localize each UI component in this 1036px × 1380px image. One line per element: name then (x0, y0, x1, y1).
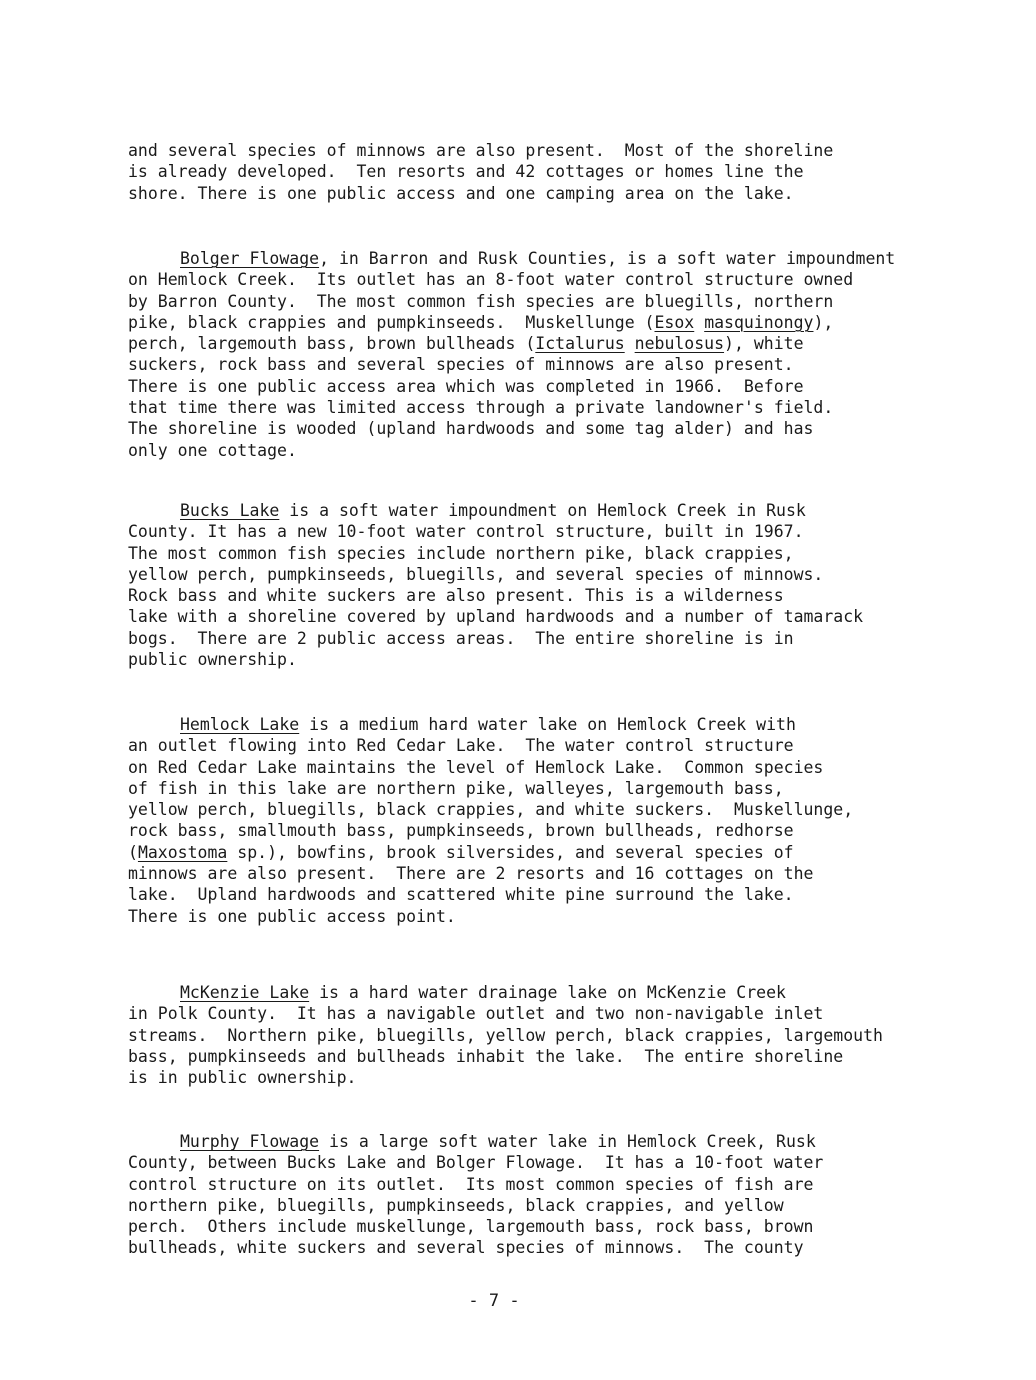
text-line: There is one public access point. (128, 906, 456, 926)
paragraph-bucks-lake (128, 500, 988, 670)
text-line: bogs. There are 2 public access areas. The entire shoreline is in (128, 628, 794, 648)
text-line: yellow perch, bluegills, black crappies, and white suckers. Muskellunge, (128, 800, 854, 820)
text-run: is a hard water drainage lake on McKenzie Creek (309, 983, 786, 1002)
text-line: rock bass, smallmouth bass, pumpkinseeds, brown bullheads, redhorse (128, 821, 794, 841)
text-line: on Red Cedar Lake maintains the level of Hemlock Lake. Common species (128, 757, 824, 777)
text-run: pike, black crappies and pumpkinseeds. Muskellunge ( (128, 312, 655, 332)
text-line: only one cottage. (128, 440, 297, 460)
text-run (625, 334, 635, 353)
text-line: The most common fish species include northern pike, black crappies, (128, 543, 794, 563)
text-line: County. It has a new 10-foot water control structure, built in 1967. (128, 522, 804, 542)
paragraph-murphy-flowage (128, 1131, 988, 1259)
page-number: - 7 - (468, 1291, 520, 1311)
text-line: in Polk County. It has a navigable outlet and two non-navigable inlet (128, 1004, 824, 1024)
scientific-name-maxostoma: Maxostoma (137, 842, 228, 862)
text-line: of fish in this lake are northern pike, walleyes, largemouth bass, (128, 778, 784, 798)
lake-name-bolger-flowage: Bolger Flowage (180, 249, 320, 268)
scientific-name-nebulosus: nebulosus (634, 334, 725, 354)
text-run: ), white (724, 334, 804, 354)
paragraph-hemlock-lake (128, 714, 988, 927)
lake-name-murphy-flowage: Murphy Flowage (180, 1132, 320, 1151)
text-line: that time there was limited access through a private landowner's field. (128, 398, 834, 418)
lake-name-bucks-lake: Bucks Lake (180, 501, 280, 520)
text-run: perch, largemouth bass, brown bullheads ( (128, 334, 536, 354)
text-line: perch. Others include muskellunge, largemouth bass, rock bass, brown (128, 1217, 814, 1237)
text-run: is a soft water impoundment on Hemlock Creek in Rusk (279, 501, 806, 520)
text-line: streams. Northern pike, bluegills, yellow perch, black crappies, largemouth (128, 1025, 883, 1045)
text-run (694, 313, 704, 332)
text-line: on Hemlock Creek. Its outlet has an 8-foot water control structure owned (128, 270, 854, 290)
text-line: an outlet flowing into Red Cedar Lake. The water control structure (128, 736, 794, 756)
text-line: lake with a shoreline covered by upland hardwoods and a number of tamarack (128, 607, 864, 627)
text-line: minnows are also present. There are 2 resorts and 16 cottages on the (128, 864, 814, 884)
text-line: control structure on its outlet. Its most common species of fish are (128, 1174, 814, 1194)
paragraph-mckenzie-lake (128, 982, 988, 1088)
text-line: northern pike, bluegills, pumpkinseeds, black crappies, and yellow (128, 1195, 784, 1215)
text-run: sp.), bowfins, brook silversides, and several species of (227, 842, 794, 862)
text-run: is a large soft water lake in Hemlock Creek, Rusk (319, 1132, 816, 1151)
text-line: bullheads, white suckers and several species of minnows. The county (128, 1238, 804, 1258)
text-line: There is one public access area which was completed in 1966. Before (128, 376, 804, 396)
text-run: , in Barron and Rusk Counties, is a soft water impoundment (319, 249, 896, 268)
text-line: lake. Upland hardwoods and scattered white pine surround the lake. (128, 885, 794, 905)
scientific-name-masquinongy: masquinongy (704, 312, 814, 332)
paragraph-bolger-flowage (128, 248, 988, 461)
scientific-name-ictalurus: Ictalurus (535, 334, 625, 354)
text-line: suckers, rock bass and several species of minnows are also present. (128, 355, 794, 375)
text-line: is in public ownership. (128, 1068, 357, 1088)
text-line: bass, pumpkinseeds and bullheads inhabit the lake. The entire shoreline (128, 1046, 844, 1066)
scientific-name-esox: Esox (654, 312, 695, 332)
lake-name-mckenzie-lake: McKenzie Lake (180, 983, 310, 1002)
text-run: is a medium hard water lake on Hemlock Creek with (299, 715, 796, 734)
text-line: Rock bass and white suckers are also present. This is a wilderness (128, 586, 784, 606)
text-line: by Barron County. The most common fish species are bluegills, northern (128, 291, 834, 311)
text-line: County, between Bucks Lake and Bolger Flowage. It has a 10-foot water (128, 1153, 824, 1173)
text-run: ), (813, 312, 834, 332)
text-line: public ownership. (128, 650, 297, 670)
text-line: is already developed. Ten resorts and 42 cottages or homes line the (128, 162, 804, 182)
text-line: yellow perch, pumpkinseeds, bluegills, and several species of minnows. (128, 564, 824, 584)
text-line: shore. There is one public access and one camping area on the lake. (128, 183, 794, 203)
text-line: and several species of minnows are also present. Most of the shoreline (128, 141, 834, 160)
paragraph-continuation (128, 140, 988, 204)
text-run: ( (128, 842, 138, 862)
lake-name-hemlock-lake: Hemlock Lake (180, 715, 300, 734)
text-line: The shoreline is wooded (upland hardwoods and some tag alder) and has (128, 419, 814, 439)
